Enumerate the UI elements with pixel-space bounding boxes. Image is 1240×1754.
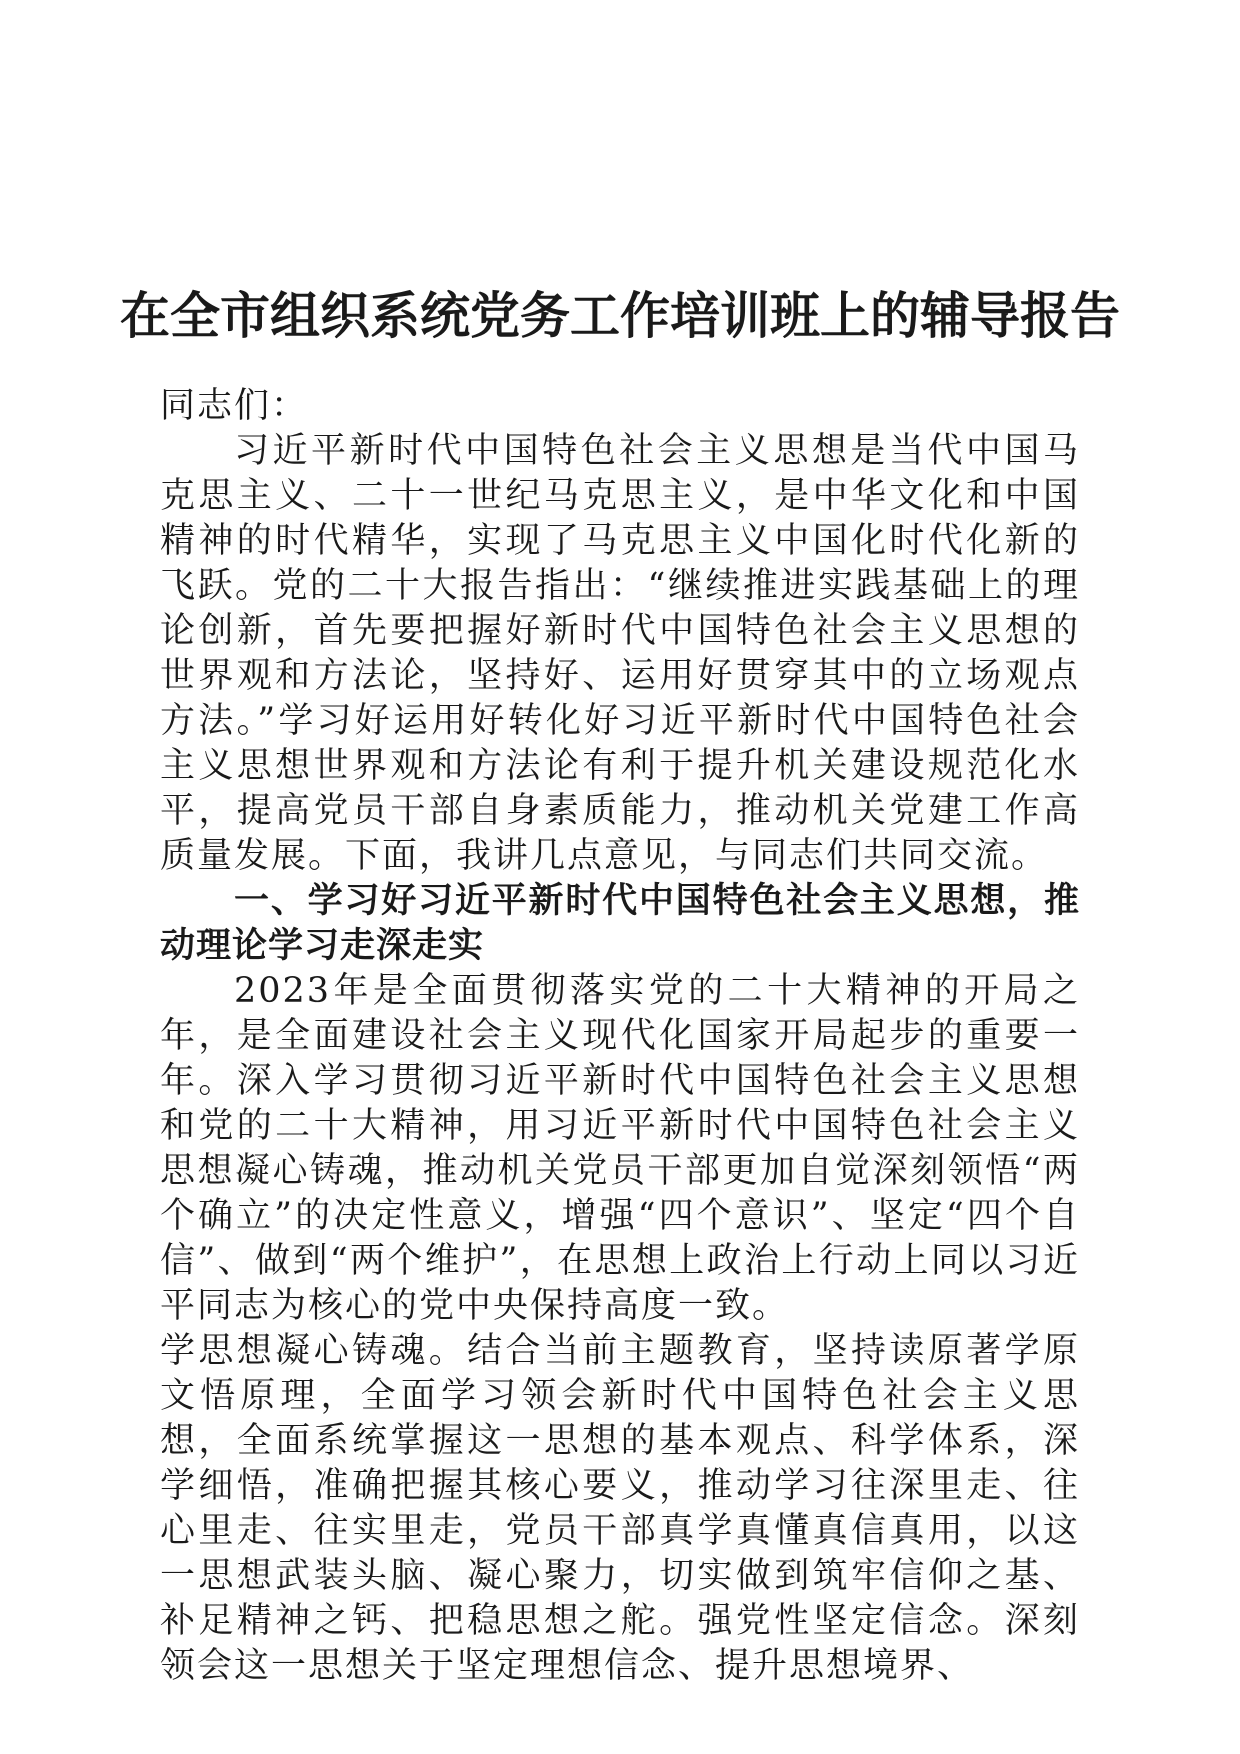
paragraph-section-1: 2023年是全面贯彻落实党的二十大精神的开局之年，是全面建设社会主义现代化国家开局起步的重要一年。深入学习贯彻习近平新时代中国特色社会主义思想和党的二十大精神，用习近平新时代中国特色社会主义思想凝心铸魂，推动机关党员干部更加自觉深刻领悟“两个确立”的决定性意义，增强“四个意识”、坚定“四个自信”、做到“两个维护”，在思想上政治上行动上同以习近平同志为核心的党中央保持高度一致。: [160, 971, 1080, 1326]
section-heading-1: 一、学习好习近平新时代中国特色社会主义思想，推动理论学习走深走实: [160, 881, 1080, 966]
document-body: [160, 384, 1080, 1689]
paragraph-study-thought: 学思想凝心铸魂。结合当前主题教育，坚持读原著学原文悟原理，全面学习领会新时代中国特色社会主义思想，全面系统掌握这一思想的基本观点、科学体系，深学细悟，准确把握其核心要义，推动学习往深里走、往心里走、往实里走，党员干部真学真懂真信真用，以这一思想武装头脑、凝心聚力，切实做到筑牢信仰之基、补足精神之钙、把稳思想之舵。强党性坚定信念。深刻领会这一思想关于坚定理想信念、提升思想境界、: [160, 1331, 1080, 1686]
paragraph-intro: 习近平新时代中国特色社会主义思想是当代中国马克思主义、二十一世纪马克思主义，是中华文化和中国精神的时代精华，实现了马克思主义中国化时代化新的飞跃。党的二十大报告指出：“继续推进实践基础上的理论创新，首先要把握好新时代中国特色社会主义思想的世界观和方法论，坚持好、运用好贯穿其中的立场观点方法。”学习好运用好转化好习近平新时代中国特色社会主义思想世界观和方法论有利于提升机关建设规范化水平，提高党员干部自身素质能力，推动机关党建工作高质量发展。下面，我讲几点意见，与同志们共同交流。: [160, 431, 1080, 876]
document-title: 在全市组织系统党务工作培训班上的辅导报告: [120, 286, 1120, 345]
salutation: 同志们：: [160, 386, 309, 426]
